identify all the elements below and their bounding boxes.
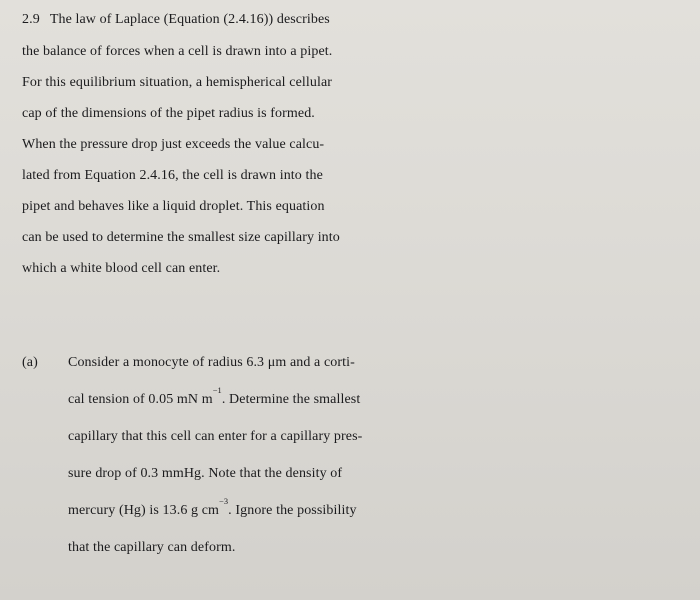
part-a-line-5 (22, 492, 694, 529)
problem-line-8: can be used to determine the smallest size capillary into (22, 230, 340, 245)
part-a-label: (a) (22, 355, 38, 370)
part-a-line-4: sure drop of 0.3 mmHg. Note that the density of (68, 466, 343, 481)
problem-line-7: pipet and behaves like a liquid droplet. This equation (22, 199, 325, 214)
problem-2-9 (22, 4, 694, 284)
superscript: −1 (212, 386, 222, 395)
part-a-text: mercury (Hg) is 13.6 g cm (68, 503, 220, 518)
problem-number: 2.9 (22, 12, 40, 27)
superscript: −3 (219, 497, 229, 506)
problem-line-9: which a white blood cell can enter. (22, 261, 221, 276)
part-a-line-3: capillary that this cell can enter for a capillary pres- (68, 429, 363, 444)
part-a-line-6: that the capillary can deform. (68, 540, 236, 555)
part-a (22, 344, 694, 566)
part-a-line-2 (22, 381, 694, 418)
part-a-line-1 (22, 344, 694, 381)
problem-line-3: For this equilibrium situation, a hemispherical cellular (22, 75, 333, 90)
problem-line-5: When the pressure drop just exceeds the value calcu- (22, 137, 325, 152)
part-a-text: . Ignore the possibility (228, 503, 357, 518)
part-a-text: . Determine the smallest (221, 392, 361, 407)
problem-line-1 (22, 4, 694, 36)
part-a-text: Consider a monocyte of radius 6.3 μm and a corti- (68, 355, 355, 370)
part-a-text: cal tension of 0.05 mN m (68, 392, 213, 407)
problem-line-2: the balance of forces when a cell is drawn into a pipet. (22, 44, 333, 59)
problem-text: The law of Laplace (Equation (2.4.16)) describes (49, 12, 330, 27)
problem-line-4: cap of the dimensions of the pipet radius is formed. (22, 106, 315, 121)
problem-line-6: lated from Equation 2.4.16, the cell is drawn into the (22, 168, 323, 183)
